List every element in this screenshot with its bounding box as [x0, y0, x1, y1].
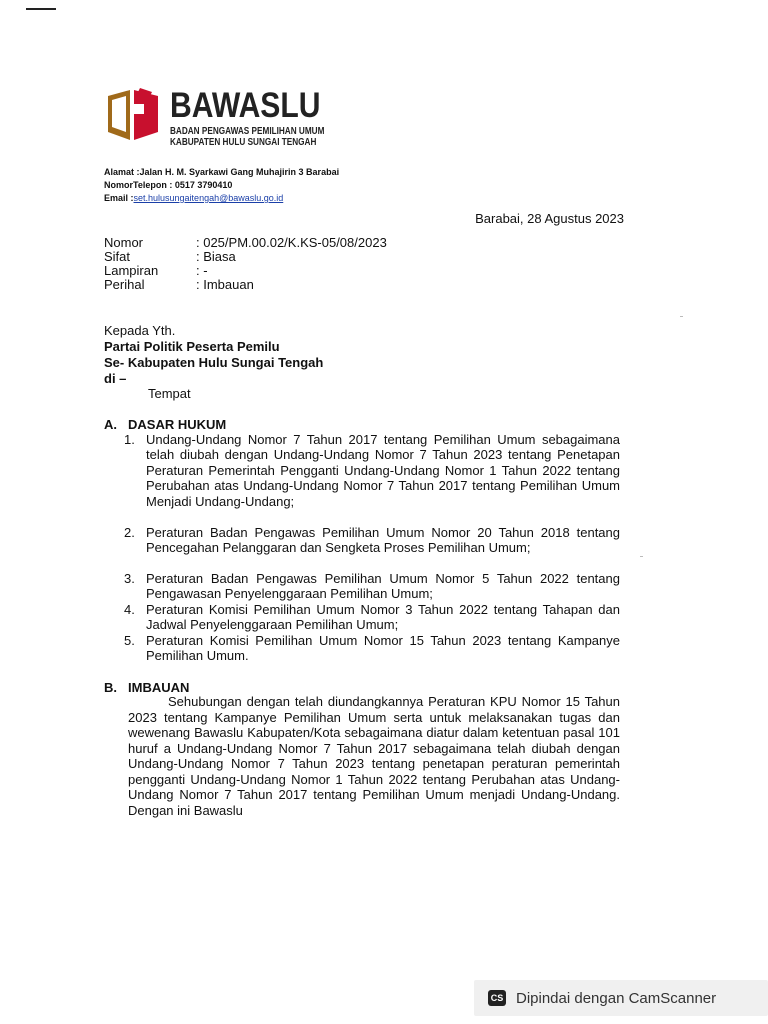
list-item-text: Peraturan Badan Pengawas Pemilihan Umum Nomor 20 Tahun 2018 tentang Pencegahan Pelanggaran dan Sengketa Proses Pemilihan Umum; [146, 525, 620, 556]
org-line1: BADAN PENGAWAS PEMILIHAN UMUM [170, 126, 325, 137]
list-item-text: Peraturan Badan Pengawas Pemilihan Umum Nomor 5 Tahun 2022 tentang Pengawasan Penyelenggaraan Pemilihan Umum; [146, 571, 620, 602]
address: Alamat :Jalan H. M. Syarkawi Gang Muhajirin 3 Barabai [104, 167, 340, 177]
meta-row-lampiran [104, 264, 208, 278]
section-letter: A. [104, 417, 117, 432]
list-item-text: Undang-Undang Nomor 7 Tahun 2017 tentang Pemilihan Umum sebagaimana telah diubah dengan Undang-Undang Nomor 7 Tahun 2023 tentang Penetapan Peraturan Pemerintah Pengganti Undang-Undang Nomor 1 Tahun 2022 tentang Perubahan atas Undang-Undang Nomor 7 Tahun 2017 tentang Pemilihan Umum Menjadi Undang-Undang; [146, 432, 620, 509]
email-line [104, 192, 283, 204]
meta-row-nomor [104, 236, 387, 250]
scan-speck [680, 316, 683, 317]
bawaslu-logo-icon [104, 86, 162, 144]
recipient-line2: Se- Kabupaten Hulu Sungai Tengah [104, 355, 324, 370]
org-name: BAWASLU [170, 86, 321, 125]
list-item-number: 5. [124, 633, 135, 648]
section-a-heading [104, 417, 304, 433]
meta-label: Sifat [104, 249, 131, 264]
list-item-number: 3. [124, 571, 135, 586]
meta-value: : 025/PM.00.02/K.KS-05/08/2023 [196, 235, 387, 250]
section-title: DASAR HUKUM [128, 417, 227, 432]
list-item [124, 633, 620, 664]
camscanner-icon: CS [488, 990, 506, 1006]
list-item [124, 602, 620, 633]
org-line2: KABUPATEN HULU SUNGAI TENGAH [170, 137, 317, 148]
recipient-tempat: Tempat [148, 386, 191, 401]
recipient-line1: Partai Politik Peserta Pemilu [104, 339, 280, 354]
list-item-number: 1. [124, 432, 135, 447]
meta-value: : Imbauan [196, 277, 254, 292]
list-item [124, 571, 620, 602]
meta-row-perihal [104, 278, 254, 292]
section-title: IMBAUAN [128, 680, 190, 695]
meta-label: Nomor [104, 235, 144, 250]
list-item-text: Peraturan Komisi Pemilihan Umum Nomor 3 Tahun 2022 tentang Tahapan dan Jadwal Penyelenggaraan Pemilihan Umum; [146, 602, 620, 633]
camscanner-watermark [474, 980, 768, 1016]
section-letter: B. [104, 680, 117, 695]
scan-mark [26, 8, 56, 10]
meta-value: : Biasa [196, 249, 236, 264]
meta-label: Lampiran [104, 263, 159, 278]
list-item [124, 525, 620, 556]
list-item-number: 2. [124, 525, 135, 540]
camscanner-text: Dipindai dengan CamScanner [516, 989, 717, 1007]
imbauan-paragraph: Sehubungan dengan telah diundangkannya Peraturan KPU Nomor 15 Tahun 2023 tentang Kampanye Pemilihan Umum serta untuk melaksanakan tugas dan wewenang Bawaslu Kabupaten/Kota sebagaimana diatur dalam ketentuan pasal 101 huruf a Undang-Undang Nomor 7 Tahun 2017 sebagaimana telah diubah dengan Undang-Undang Nomor 7 Tahun 2023 tentang penetapan peraturan pemerintah pengganti Undang-Undang Nomor 1 Tahun 2022 tentang Perubahan atas Undang-Undang Nomor 7 Tahun 2017 tentang Pemilihan Umum menjadi Undang-Undang. Dengan ini Bawaslu [128, 694, 620, 818]
list-item-number: 4. [124, 602, 135, 617]
email-label: Email : [104, 193, 134, 203]
list-item-text: Peraturan Komisi Pemilihan Umum Nomor 15 Tahun 2023 tentang Kampanye Pemilihan Umum. [146, 633, 620, 664]
list-item [124, 432, 620, 509]
email-link[interactable]: set.hulusungaitengah@bawaslu.go.id [133, 193, 284, 203]
phone: NomorTelepon : 0517 3790410 [104, 180, 233, 190]
meta-row-sifat [104, 250, 236, 264]
meta-label: Perihal [104, 277, 145, 292]
meta-value: : - [196, 263, 208, 278]
recipient-greeting: Kepada Yth. [104, 323, 176, 338]
recipient-di: di – [104, 371, 127, 386]
letter-date: Barabai, 28 Agustus 2023 [475, 211, 624, 226]
scan-speck [640, 556, 643, 557]
